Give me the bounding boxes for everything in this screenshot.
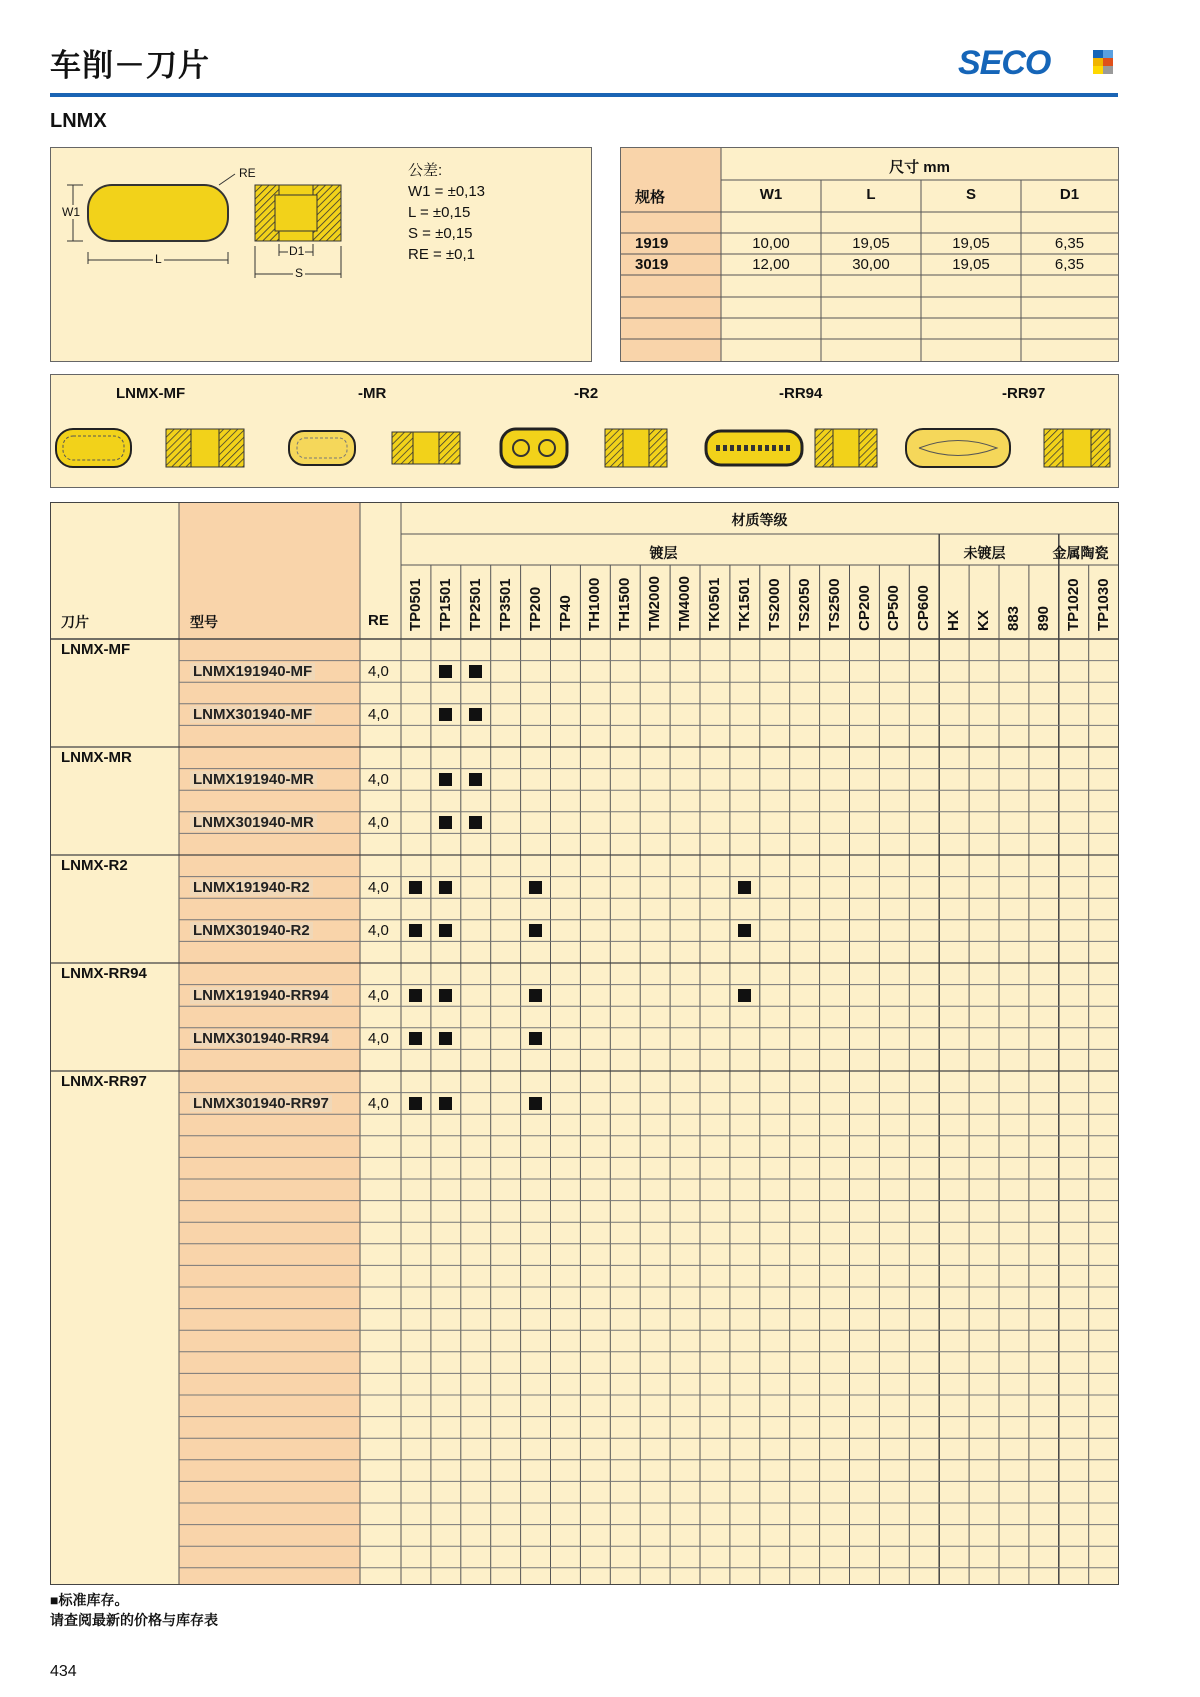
grade-header-tm2000: TM2000	[646, 575, 664, 631]
grade-header-883: 883	[1005, 605, 1022, 631]
label-l: L	[155, 252, 162, 266]
insert-re: 4,0	[368, 662, 389, 680]
insert-re: 4,0	[368, 813, 389, 831]
dimension-drawing-panel	[50, 147, 592, 362]
cell-w1: 12,00	[752, 256, 790, 273]
stock-mark-tp200	[529, 924, 542, 937]
dimension-table-grid	[621, 148, 1118, 361]
grade-header-cp500: CP500	[885, 585, 903, 631]
header-material: 材质等级	[731, 512, 788, 528]
page-number: 434	[50, 1663, 77, 1680]
header-re: RE	[368, 612, 389, 629]
insert-code: LNMX191940-MR	[190, 771, 317, 788]
tolerance-l: L = ±0,15	[408, 204, 471, 221]
insert-mr-side-icon	[392, 432, 460, 464]
stock-mark-tk1501	[738, 989, 751, 1002]
grade-header-cp200: CP200	[855, 585, 873, 631]
stock-mark-tp2501	[469, 816, 482, 829]
grade-header-tp1030: TP1030	[1094, 578, 1112, 631]
stock-mark-tp0501	[409, 1097, 422, 1110]
header-cermet: 金属陶瓷	[1052, 545, 1109, 561]
insert-code: LNMX301940-MR	[190, 814, 317, 831]
insert-r2-side-icon	[605, 429, 667, 467]
tolerance-title: 公差:	[408, 162, 443, 179]
stock-mark-tp2501	[469, 773, 482, 786]
label-d1: D1	[289, 244, 305, 258]
insert-re: 4,0	[368, 986, 389, 1004]
insert-dimension-drawing	[51, 148, 591, 361]
grade-header-tp1501: TP1501	[436, 578, 454, 631]
grades-table	[50, 502, 1119, 1585]
col-d1: D1	[1059, 186, 1080, 203]
geometry-label-mr: -MR	[358, 385, 387, 402]
geometry-label-mf: LNMX-MF	[116, 385, 186, 402]
size-3019: 3019	[635, 256, 669, 273]
insert-re: 4,0	[368, 1094, 389, 1112]
dimension-table	[620, 147, 1119, 362]
header-code: 型号	[190, 614, 218, 630]
grade-header-th1000: TH1000	[586, 577, 604, 631]
stock-mark-tk1501	[738, 881, 751, 894]
grade-header-tp200: TP200	[526, 586, 544, 631]
insert-rr94-side-icon	[815, 429, 877, 467]
geometry-drawings	[51, 375, 1118, 487]
insert-r2-top-icon	[501, 429, 567, 467]
dimension-group-header: 尺寸 mm	[889, 159, 950, 176]
product-subtitle: LNMX	[50, 110, 107, 132]
grade-header-tp2501: TP2501	[466, 578, 484, 631]
tolerance-re: RE = ±0,1	[408, 246, 476, 263]
grade-header-kx: KX	[975, 610, 993, 631]
insert-re: 4,0	[368, 1029, 389, 1047]
insert-code: LNMX301940-RR97	[190, 1095, 332, 1112]
grade-header-ts2050: TS2050	[795, 578, 813, 631]
legend-price-note: 请查阅最新的价格与库存表	[50, 1612, 218, 1628]
col-l: L	[866, 186, 876, 203]
insert-rr94-top-icon	[706, 431, 802, 465]
grade-header-tp40: TP40	[556, 595, 574, 631]
stock-mark-tp1501	[439, 773, 452, 786]
family-lnmx-mf: LNMX-MF	[61, 641, 131, 658]
grade-header-cp600: CP600	[915, 585, 933, 631]
grade-header-th1500: TH1500	[616, 577, 634, 631]
grade-header-tm4000: TM4000	[676, 575, 694, 631]
size-1919: 1919	[635, 235, 669, 252]
insert-code: LNMX191940-MF	[190, 663, 315, 680]
stock-mark-tp200	[529, 881, 542, 894]
stock-mark-tp1501	[439, 1032, 452, 1045]
grade-header-tp3501: TP3501	[496, 578, 514, 631]
brand-mark-icon	[1093, 50, 1113, 74]
stock-mark-tp1501	[439, 1097, 452, 1110]
geometry-panel	[50, 374, 1119, 488]
grade-header-ts2000: TS2000	[765, 578, 783, 631]
family-lnmx-rr97: LNMX-RR97	[61, 1073, 147, 1090]
stock-mark-tp1501	[439, 708, 452, 721]
tolerance-block	[408, 160, 485, 265]
stock-mark-tp0501	[409, 881, 422, 894]
stock-mark-tp2501	[469, 665, 482, 678]
stock-mark-tp1501	[439, 665, 452, 678]
insert-code: LNMX191940-RR94	[190, 987, 332, 1004]
size-header: 规格	[635, 189, 666, 206]
page-title: 车削－刀片	[50, 48, 210, 84]
grade-header-ts2500: TS2500	[825, 578, 843, 631]
insert-code: LNMX191940-R2	[190, 879, 313, 896]
label-w1: W1	[62, 205, 80, 219]
cell-l: 19,05	[852, 235, 890, 252]
family-lnmx-rr94: LNMX-RR94	[61, 965, 147, 982]
insert-rr97-top-icon	[906, 429, 1010, 467]
label-s: S	[295, 266, 304, 280]
geometry-label-rr94: -RR94	[779, 385, 823, 402]
family-lnmx-mr: LNMX-MR	[61, 749, 132, 766]
grade-header-tp1020: TP1020	[1064, 578, 1082, 631]
legend-stock-note: ■标准库存。	[50, 1592, 129, 1608]
insert-mr-top-icon	[289, 431, 355, 465]
brand-logo: SECO	[958, 44, 1051, 82]
insert-re: 4,0	[368, 770, 389, 788]
grade-header-tp0501: TP0501	[407, 578, 424, 631]
insert-re: 4,0	[368, 921, 389, 939]
stock-mark-tp1501	[439, 816, 452, 829]
grade-header-890: 890	[1034, 605, 1052, 631]
stock-mark-tp0501	[409, 924, 422, 937]
header-insert: 刀片	[61, 614, 89, 630]
stock-mark-tp200	[529, 1097, 542, 1110]
insert-rr97-side-icon	[1044, 429, 1110, 467]
stock-mark-tp1501	[439, 924, 452, 937]
cell-s: 19,05	[952, 256, 990, 273]
tolerance-w1: W1 = ±0,13	[408, 183, 486, 200]
cell-d1: 6,35	[1054, 256, 1085, 273]
stock-mark-tp0501	[409, 1032, 422, 1045]
geometry-label-rr97: -RR97	[1002, 385, 1046, 402]
insert-code: LNMX301940-R2	[190, 922, 313, 939]
insert-re: 4,0	[368, 705, 389, 723]
col-s: S	[965, 186, 976, 203]
header-rule	[50, 93, 1118, 97]
header-coated: 镀层	[649, 545, 678, 561]
family-lnmx-r2: LNMX-R2	[61, 857, 128, 874]
geometry-label-r2: -R2	[574, 385, 599, 402]
col-w1: W1	[759, 186, 783, 203]
stock-mark-tk1501	[738, 924, 751, 937]
grade-header-tk1501: TK1501	[735, 577, 753, 631]
cell-s: 19,05	[952, 235, 990, 252]
label-re: RE	[239, 166, 256, 180]
cell-d1: 6,35	[1054, 235, 1085, 252]
insert-re: 4,0	[368, 878, 389, 896]
insert-mf-top-icon	[56, 429, 131, 467]
insert-mf-side-icon	[166, 429, 244, 467]
cell-w1: 10,00	[752, 235, 790, 252]
stock-mark-tp200	[529, 989, 542, 1002]
cell-l: 30,00	[852, 256, 890, 273]
insert-code: LNMX301940-RR94	[190, 1030, 332, 1047]
stock-mark-tp2501	[469, 708, 482, 721]
tolerance-s: S = ±0,15	[408, 225, 473, 242]
stock-mark-tp1501	[439, 881, 452, 894]
stock-mark-tp0501	[409, 989, 422, 1002]
grade-header-tk0501: TK0501	[706, 577, 723, 631]
stock-mark-tp200	[529, 1032, 542, 1045]
grade-header-hx: HX	[945, 610, 963, 631]
insert-code: LNMX301940-MF	[190, 706, 315, 723]
stock-mark-tp1501	[439, 989, 452, 1002]
header-uncoated: 未镀层	[963, 545, 1006, 561]
